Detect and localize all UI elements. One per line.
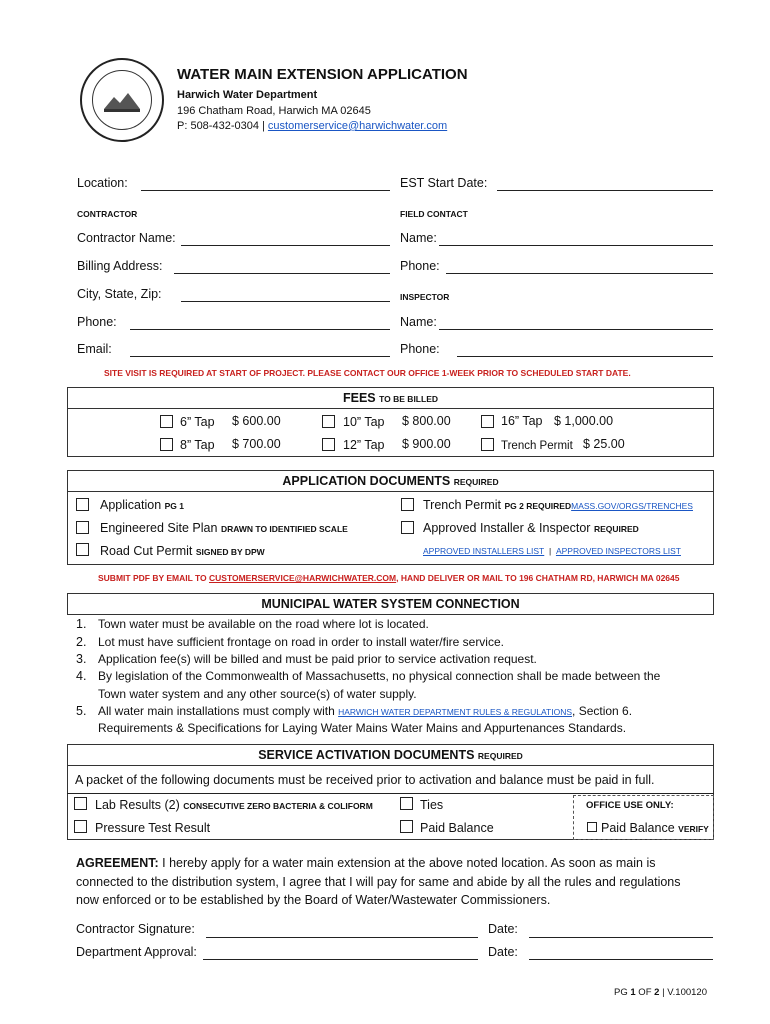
agreement-text-1: I hereby apply for a water main extension at the above noted location. As soon as main is <box>158 856 656 870</box>
municipal-item: Town water must be available on the road where lot is located. <box>98 617 429 631</box>
fee-10-tap-label: 10” Tap <box>343 415 385 429</box>
fee-trench-permit-label: Trench Permit <box>501 440 573 452</box>
office-verify-note: VERIFY <box>678 824 709 834</box>
municipal-item-5-pre: All water main installations must comply with <box>98 704 339 718</box>
road-cut-doc-item <box>100 544 265 558</box>
approved-installers-link[interactable]: APPROVED INSTALLERS LIST <box>423 546 545 556</box>
lab-results-label: Lab Results (2) <box>95 798 180 812</box>
city-state-zip-label: City, State, Zip: <box>77 287 162 301</box>
municipal-item: By legislation of the Commonwealth of Massachusetts, no physical connection shall be made between the <box>98 669 661 683</box>
submit-email-link[interactable]: CUSTOMERSERVICE@HARWICHWATER.COM <box>209 573 397 583</box>
service-activation-title: SERVICE ACTIVATION DOCUMENTS <box>258 748 475 762</box>
road-cut-doc-note: SIGNED BY DPW <box>195 547 265 557</box>
installer-inspector-doc-note: REQUIRED <box>593 524 639 534</box>
contractor-heading: CONTRACTOR <box>77 209 138 219</box>
municipal-item: Application fee(s) will be billed and must be paid prior to service activation request. <box>98 652 537 666</box>
trench-permit-link[interactable]: MASS.GOV/ORGS/TRENCHES <box>571 501 693 511</box>
agreement-line-1 <box>76 856 655 870</box>
department-phone: P: 508-432-0304 | <box>177 120 268 132</box>
fee-8-tap-price: $ 700.00 <box>232 437 281 451</box>
application-documents-title: APPLICATION DOCUMENTS <box>282 474 451 488</box>
town-seal <box>80 58 164 142</box>
location-label: Location: <box>77 176 128 190</box>
fee-trench-permit-price: $ 25.00 <box>583 437 625 451</box>
lab-results-item <box>95 798 373 812</box>
fee-6-tap-label: 6” Tap <box>180 415 215 429</box>
ties-checkbox[interactable] <box>400 797 413 810</box>
pressure-test-checkbox[interactable] <box>74 820 87 833</box>
paid-balance-checkbox[interactable] <box>400 820 413 833</box>
location-field[interactable] <box>141 190 390 191</box>
submit-instructions <box>98 573 680 583</box>
service-activation-intro: A packet of the following documents must be received prior to activation and balance must be paid in full. <box>75 773 655 787</box>
department-date-field[interactable] <box>529 959 713 960</box>
fee-10-tap-checkbox[interactable] <box>322 415 335 428</box>
rules-regulations-link[interactable]: HARWICH WATER DEPARTMENT RULES & REGULATIONS <box>338 707 573 717</box>
field-contact-name-field[interactable] <box>439 245 713 246</box>
trench-permit-doc-item <box>423 498 693 512</box>
department-approval-label: Department Approval: <box>76 945 197 959</box>
office-paid-balance-item <box>601 821 709 835</box>
contractor-signature-field[interactable] <box>206 937 478 938</box>
field-contact-phone-field[interactable] <box>446 273 713 274</box>
site-visit-notice: SITE VISIT IS REQUIRED AT START OF PROJECT. PLEASE CONTACT OUR OFFICE 1-WEEK PRIOR TO SCHEDULED START DATE. <box>104 368 631 378</box>
footer-of: OF <box>635 987 655 998</box>
application-doc-label: Application <box>100 498 162 512</box>
trench-permit-doc-note: PG 2 REQUIRED <box>504 501 572 511</box>
fee-16-tap-checkbox[interactable] <box>481 415 494 428</box>
contractor-email-field[interactable] <box>130 356 390 357</box>
field-contact-heading: FIELD CONTACT <box>400 209 468 219</box>
municipal-item-number: 4. <box>76 669 87 683</box>
application-checkbox[interactable] <box>76 498 89 511</box>
field-contact-name-label: Name: <box>400 231 437 245</box>
fee-8-tap-label: 8” Tap <box>180 438 215 452</box>
office-use-heading: OFFICE USE ONLY: <box>586 800 674 811</box>
department-contact <box>177 120 447 132</box>
fee-8-tap-checkbox[interactable] <box>160 438 173 451</box>
submit-pre: PDF BY EMAIL TO <box>130 573 209 583</box>
municipal-item-5 <box>98 704 632 718</box>
municipal-item-number: 3. <box>76 652 87 666</box>
site-plan-checkbox[interactable] <box>76 521 89 534</box>
municipal-item-5-continued: Requirements & Specifications for Laying Water Mains Water Mains and Appurtenances Standards. <box>98 721 627 735</box>
inspector-name-label: Name: <box>400 315 437 329</box>
seal-landscape-icon <box>102 85 142 115</box>
installer-inspector-checkbox[interactable] <box>401 521 414 534</box>
contractor-name-label: Contractor Name: <box>77 231 176 245</box>
fee-trench-permit-checkbox[interactable] <box>481 438 494 451</box>
municipal-section-header <box>67 593 714 615</box>
department-address: 196 Chatham Road, Harwich MA 02645 <box>177 105 371 117</box>
application-documents-heading <box>68 471 713 492</box>
municipal-item-continued: Town water system and any other source(s) of water supply. <box>98 687 417 701</box>
municipal-item: Lot must have sufficient frontage on road in order to install water/fire service. <box>98 635 504 649</box>
application-documents-subtitle: REQUIRED <box>453 477 499 487</box>
fee-16-tap-label: 16” Tap <box>501 414 543 428</box>
contractor-phone-label: Phone: <box>77 315 117 329</box>
municipal-heading: MUNICIPAL WATER SYSTEM CONNECTION <box>261 597 520 611</box>
footer-total-pages: 2 <box>654 987 660 998</box>
seal-inner-ring <box>92 70 152 130</box>
contractor-date-label: Date: <box>488 922 518 936</box>
department-name: Harwich Water Department <box>177 89 318 101</box>
footer-pg: PG <box>614 987 631 998</box>
page-footer <box>614 987 707 998</box>
department-email-link[interactable]: customerservice@harwichwater.com <box>267 120 448 132</box>
municipal-item-5-post: , Section 6. <box>572 704 633 718</box>
footer-version: | V.100120 <box>659 987 708 998</box>
site-plan-doc-note: DRAWN TO IDENTIFIED SCALE <box>220 524 348 534</box>
inspector-phone-label: Phone: <box>400 342 440 356</box>
site-plan-doc-item <box>100 521 348 535</box>
fee-10-tap-price: $ 800.00 <box>402 414 451 428</box>
fee-12-tap-checkbox[interactable] <box>322 438 335 451</box>
site-plan-doc-label: Engineered Site Plan <box>100 521 218 535</box>
municipal-item-number: 5. <box>76 704 87 718</box>
lab-results-checkbox[interactable] <box>74 797 87 810</box>
fee-12-tap-label: 12” Tap <box>343 438 385 452</box>
inspector-name-field[interactable] <box>439 329 713 330</box>
agreement-line-3: now enforced or to be established by the Board of Water/Wastewater Commissioners. <box>76 893 551 907</box>
contractor-phone-field[interactable] <box>130 329 390 330</box>
form-title: WATER MAIN EXTENSION APPLICATION <box>177 66 468 83</box>
submit-word: SUBMIT <box>98 573 131 583</box>
fee-6-tap-checkbox[interactable] <box>160 415 173 428</box>
fee-6-tap-price: $ 600.00 <box>232 414 281 428</box>
approved-inspectors-link[interactable]: APPROVED INSPECTORS LIST <box>555 546 681 556</box>
field-contact-phone-label: Phone: <box>400 259 440 273</box>
trench-permit-checkbox[interactable] <box>401 498 414 511</box>
start-date-field[interactable] <box>497 190 713 191</box>
approved-lists-links <box>423 546 681 556</box>
inspector-heading: INSPECTOR <box>400 292 450 302</box>
installer-inspector-doc-item <box>423 521 639 535</box>
inspector-phone-field[interactable] <box>457 356 713 357</box>
contractor-name-field[interactable] <box>181 245 390 246</box>
road-cut-doc-label: Road Cut Permit <box>100 544 193 558</box>
service-intro-divider <box>67 793 714 794</box>
fee-12-tap-price: $ 900.00 <box>402 437 451 451</box>
city-state-zip-field[interactable] <box>181 301 390 302</box>
department-date-label: Date: <box>488 945 518 959</box>
fee-16-tap-price: $ 1,000.00 <box>554 414 614 428</box>
lab-results-note: CONSECUTIVE ZERO BACTERIA & COLIFORM <box>183 801 373 811</box>
installer-inspector-doc-label: Approved Installer & Inspector <box>423 521 591 535</box>
office-paid-balance-label: Paid Balance <box>601 821 675 835</box>
paid-balance-label: Paid Balance <box>420 821 494 835</box>
application-doc-item <box>100 498 184 512</box>
fees-heading <box>68 388 713 409</box>
department-approval-field[interactable] <box>203 959 478 960</box>
start-date-label: EST Start Date: <box>400 176 488 190</box>
billing-address-label: Billing Address: <box>77 259 163 273</box>
ties-label: Ties <box>420 798 444 812</box>
agreement-line-2: connected to the distribution system, I agree that I will pay for same and abide by all the rules and regulations <box>76 875 681 889</box>
contractor-signature-label: Contractor Signature: <box>76 922 195 936</box>
fees-subtitle: TO BE BILLED <box>379 394 438 404</box>
service-activation-subtitle: REQUIRED <box>477 751 523 761</box>
links-separator: | <box>548 546 552 556</box>
contractor-date-field[interactable] <box>529 937 713 938</box>
contractor-email-label: Email: <box>77 342 112 356</box>
office-paid-balance-checkbox[interactable] <box>587 822 597 832</box>
application-doc-note: PG 1 <box>164 501 185 511</box>
billing-address-field[interactable] <box>174 273 390 274</box>
trench-permit-doc-label: Trench Permit <box>423 498 502 512</box>
submit-post: , HAND DELIVER OR MAIL TO 196 CHATHAM RD, HARWICH MA 02645 <box>396 573 680 583</box>
road-cut-checkbox[interactable] <box>76 543 89 556</box>
fees-title: FEES <box>342 391 376 405</box>
pressure-test-label: Pressure Test Result <box>95 821 211 835</box>
footer-current-page: 1 <box>630 987 636 998</box>
agreement-label: AGREEMENT: <box>76 856 159 870</box>
municipal-item-number: 1. <box>76 617 87 631</box>
service-activation-heading <box>68 745 713 766</box>
municipal-item-number: 2. <box>76 635 87 649</box>
